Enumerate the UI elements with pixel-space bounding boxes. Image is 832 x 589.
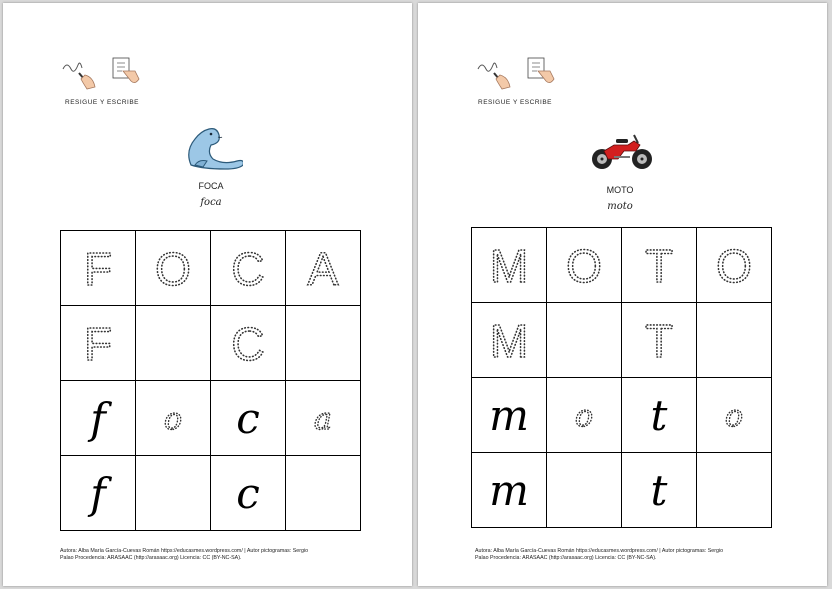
- letter-grid: [60, 230, 361, 531]
- credits-line-1: Autora: Alba María García-Cuevas Román https://educasmes.wordpress.com/ | Autor pictogramas: Sergio: [475, 548, 724, 554]
- grid-letter: f: [90, 469, 106, 518]
- letter-cell: [211, 456, 286, 531]
- letter-glyph: [140, 235, 206, 301]
- letter-glyph: [215, 460, 281, 526]
- letter-cell: [622, 453, 697, 528]
- word-cursive: moto: [607, 201, 633, 212]
- letter-cell: [472, 303, 547, 378]
- grid-letter: C: [231, 318, 265, 370]
- grid-letter: c: [236, 394, 260, 443]
- letter-cell: [211, 381, 286, 456]
- grid-letter: F: [83, 318, 113, 370]
- blank-cell[interactable]: [136, 456, 211, 531]
- grid-letter: M: [489, 315, 529, 367]
- letter-cell: [286, 381, 361, 456]
- letter-cell: [286, 231, 361, 306]
- letter-glyph: [551, 382, 617, 448]
- blank-cell[interactable]: [547, 303, 622, 378]
- grid-letter: O: [716, 240, 752, 292]
- letter-cell: [211, 306, 286, 381]
- word-print: MOTO: [606, 185, 634, 195]
- grid-letter: o: [163, 402, 183, 437]
- letter-glyph: [626, 457, 692, 523]
- trace-write-pictogram: [474, 55, 564, 96]
- letter-cell: [622, 303, 697, 378]
- grid-letter: o: [574, 399, 594, 434]
- blank-cell[interactable]: [286, 306, 361, 381]
- worksheet-page-moto: [418, 3, 827, 586]
- letter-glyph: [476, 382, 542, 448]
- credits: [475, 548, 775, 562]
- credits: [60, 548, 360, 562]
- letter-glyph: [140, 385, 206, 451]
- letter-glyph: [65, 235, 131, 301]
- grid-row: [472, 453, 772, 528]
- letter-cell: [697, 378, 772, 453]
- blank-cell[interactable]: [547, 453, 622, 528]
- letter-cell: [697, 228, 772, 303]
- letter-cell: [622, 378, 697, 453]
- grid-row: [472, 378, 772, 453]
- credits-line-1: Autora: Alba María García-Cuevas Román https://educasmes.wordpress.com/ | Autor pictogramas: Sergio: [60, 548, 309, 554]
- letter-glyph: [65, 310, 131, 376]
- letter-cell: [547, 228, 622, 303]
- letter-cell: [472, 453, 547, 528]
- grid-letter: t: [650, 466, 668, 515]
- letter-cell: [547, 378, 622, 453]
- grid-letter: C: [231, 243, 265, 295]
- grid-letter: T: [644, 315, 674, 367]
- letter-cell: [136, 381, 211, 456]
- letter-glyph: [215, 310, 281, 376]
- letter-cell: [61, 306, 136, 381]
- word-cursive: foca: [200, 197, 222, 208]
- blank-cell[interactable]: [697, 303, 772, 378]
- letter-glyph: [476, 457, 542, 523]
- seal-icon: [181, 125, 243, 171]
- grid-letter: f: [90, 394, 106, 443]
- grid-letter: O: [566, 240, 602, 292]
- instruction-label: RESIGUE Y ESCRIBE: [65, 99, 140, 106]
- grid-letter: m: [489, 466, 529, 515]
- credits-line-2: Palao Procedencia: ARASAAC (http://arasaac.org) Licencia: CC (BY-NC-SA).: [60, 555, 242, 561]
- grid-letter: a: [314, 402, 332, 437]
- letter-glyph: [701, 232, 767, 298]
- credits-line-2: Palao Procedencia: ARASAAC (http://arasaac.org) Licencia: CC (BY-NC-SA).: [475, 555, 657, 561]
- letter-cell: [61, 231, 136, 306]
- letter-glyph: [290, 235, 356, 301]
- letter-glyph: [65, 385, 131, 451]
- grid-row: [61, 381, 361, 456]
- grid-letter: o: [724, 399, 744, 434]
- trace-write-pictogram: [59, 55, 149, 96]
- grid-letter: F: [83, 243, 113, 295]
- letter-cell: [472, 228, 547, 303]
- trace-write-pictogram-icon: [59, 55, 149, 91]
- motorcycle-picture: [590, 129, 654, 176]
- worksheet-page-foca: [3, 3, 412, 586]
- letter-glyph: [65, 460, 131, 526]
- letter-glyph: [476, 307, 542, 373]
- letter-grid: [471, 227, 772, 528]
- blank-cell[interactable]: [697, 453, 772, 528]
- motorcycle-icon: [590, 129, 654, 171]
- letter-cell: [622, 228, 697, 303]
- letter-glyph: [215, 235, 281, 301]
- letter-cell: [211, 231, 286, 306]
- grid-letter: T: [644, 240, 674, 292]
- grid-row: [472, 228, 772, 303]
- grid-row: [472, 303, 772, 378]
- letter-glyph: [290, 385, 356, 451]
- grid-row: [61, 306, 361, 381]
- grid-letter: t: [650, 391, 668, 440]
- grid-letter: O: [155, 243, 191, 295]
- letter-glyph: [626, 307, 692, 373]
- grid-letter: m: [489, 391, 529, 440]
- instruction-label: RESIGUE Y ESCRIBE: [478, 99, 553, 106]
- letter-cell: [136, 231, 211, 306]
- letter-glyph: [215, 385, 281, 451]
- trace-write-pictogram-icon: [474, 55, 564, 91]
- grid-letter: c: [236, 469, 260, 518]
- letter-glyph: [701, 382, 767, 448]
- grid-letter: A: [307, 243, 339, 295]
- letter-glyph: [476, 232, 542, 298]
- letter-cell: [61, 381, 136, 456]
- grid-row: [61, 231, 361, 306]
- blank-cell[interactable]: [286, 456, 361, 531]
- letter-glyph: [551, 232, 617, 298]
- word-print: FOCA: [198, 181, 224, 191]
- grid-letter: M: [489, 240, 529, 292]
- seal-picture: [181, 125, 243, 176]
- grid-row: [61, 456, 361, 531]
- blank-cell[interactable]: [136, 306, 211, 381]
- letter-cell: [61, 456, 136, 531]
- letter-glyph: [626, 382, 692, 448]
- letter-glyph: [626, 232, 692, 298]
- letter-cell: [472, 378, 547, 453]
